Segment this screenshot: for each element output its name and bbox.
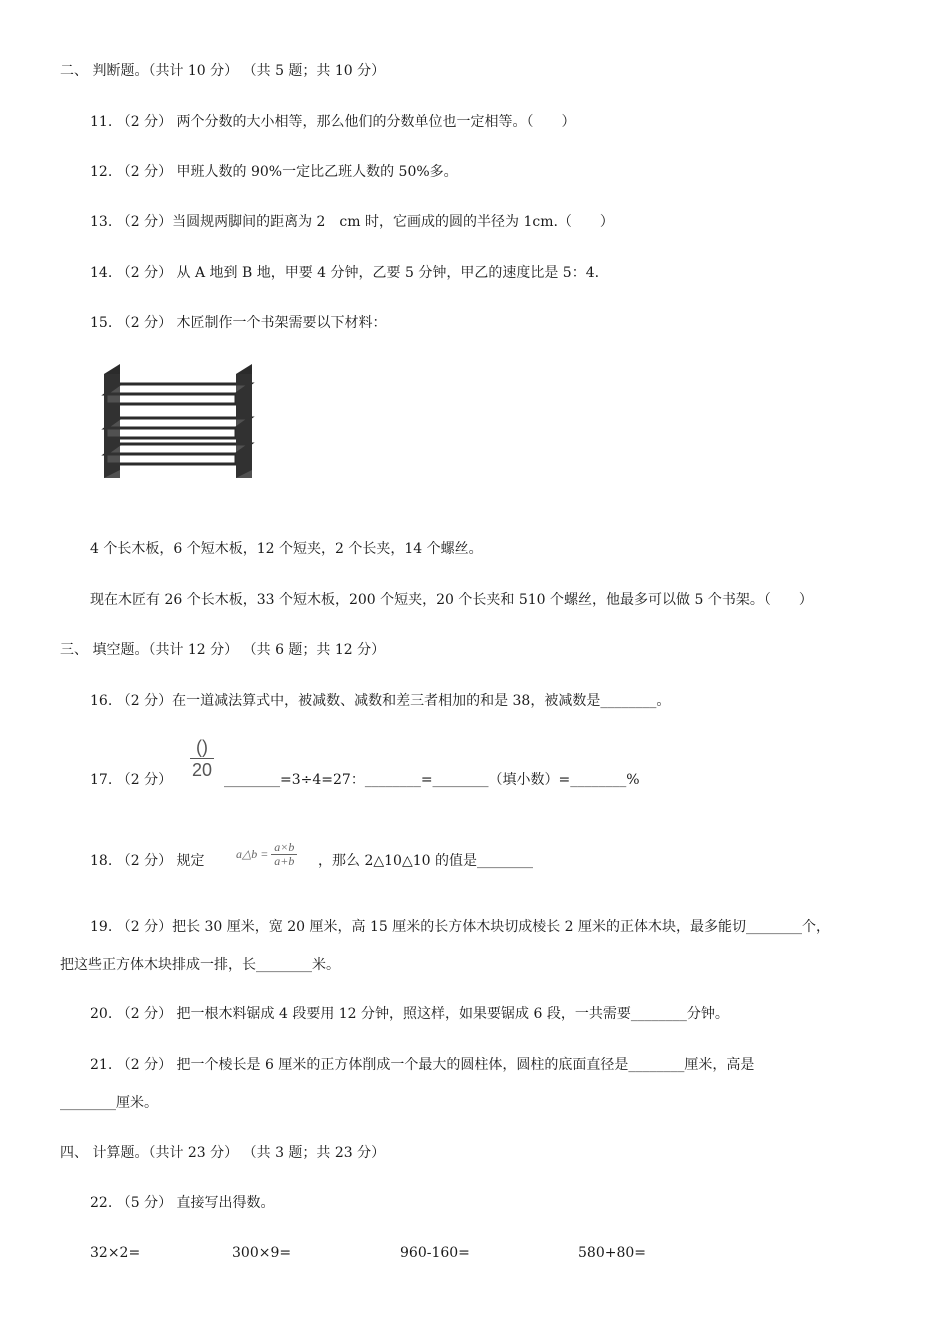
formula-denominator: a+b: [274, 853, 295, 868]
section-2-header: 二、 判断题。（共计 10 分） （共 5 题；共 10 分）: [60, 63, 386, 79]
question-16: 16. （2 分）在一道减法算式中，被减数、减数和差三者相加的和是 38，被减数是________。: [90, 693, 671, 709]
section-3-header: 三、 填空题。（共计 12 分） （共 6 题；共 12 分）: [60, 642, 386, 658]
calc-item-1: 32×2=: [90, 1245, 141, 1261]
question-12: 12. （2 分） 甲班人数的 90%一定比乙班人数的 50%多。: [90, 164, 458, 180]
question-21-line-2: ________厘米。: [60, 1095, 158, 1111]
question-15-statement: 现在木匠有 26 个长木板，33 个短木板，200 个短夹，20 个长夹和 510 个螺丝，他最多可以做 5 个书架。（ ）: [90, 592, 813, 608]
calc-item-4: 580+80=: [578, 1245, 646, 1261]
question-19-line-2: 把这些正方体木块排成一排，长________米。: [60, 957, 340, 973]
fraction-numerator: (): [196, 737, 208, 757]
question-14: 14. （2 分） 从 A 地到 B 地，甲要 4 分钟，乙要 5 分钟，甲乙的速度比是 5：4.: [90, 265, 600, 281]
question-18-prefix: 18. （2 分） 规定: [90, 853, 205, 869]
calc-item-3: 960-160=: [400, 1245, 470, 1261]
question-15: 15. （2 分） 木匠制作一个书架需要以下材料：: [90, 315, 387, 331]
question-18-formula: [236, 837, 297, 871]
section-4-header: 四、 计算题。（共计 23 分） （共 3 题；共 23 分）: [60, 1145, 386, 1161]
formula-lhs: a△b =: [236, 846, 269, 861]
question-11: 11. （2 分） 两个分数的大小相等，那么他们的分数单位也一定相等。（ ）: [90, 114, 576, 130]
question-22: 22. （5 分） 直接写出得数。: [90, 1195, 275, 1211]
question-13: 13. （2 分）当圆规两脚间的距离为 2 cm 时，它画成的圆的半径为 1cm.（ ）: [90, 214, 614, 230]
formula-numerator: a×b: [274, 839, 295, 854]
question-15-materials: 4 个长木板，6 个短木板，12 个短夹，2 个长夹，14 个螺丝。: [90, 541, 483, 557]
question-17-fraction: [187, 736, 217, 788]
calc-item-2: 300×9=: [232, 1245, 292, 1261]
question-18-rest: ，那么 2△10△10 的值是________: [318, 853, 533, 869]
question-20: 20. （2 分） 把一根木料锯成 4 段要用 12 分钟，照这样，如果要锯成 6 段，一共需要________分钟。: [90, 1006, 729, 1022]
question-21-line-1: 21. （2 分） 把一个棱长是 6 厘米的正方体削成一个最大的圆柱体，圆柱的底面直径是________厘米，高是: [90, 1057, 755, 1073]
question-19-line-1: 19. （2 分）把长 30 厘米，宽 20 厘米，高 15 厘米的长方体木块切成棱长 2 厘米的正体木块，最多能切________个，: [90, 919, 831, 935]
question-17-prefix: 17. （2 分）: [90, 772, 173, 788]
bookshelf-image: [100, 362, 260, 482]
formula-fraction: [271, 841, 297, 868]
question-17-rest: ________=3÷4=27：________=________（填小数）=________%: [224, 772, 640, 788]
fraction-denominator: 20: [191, 760, 213, 780]
